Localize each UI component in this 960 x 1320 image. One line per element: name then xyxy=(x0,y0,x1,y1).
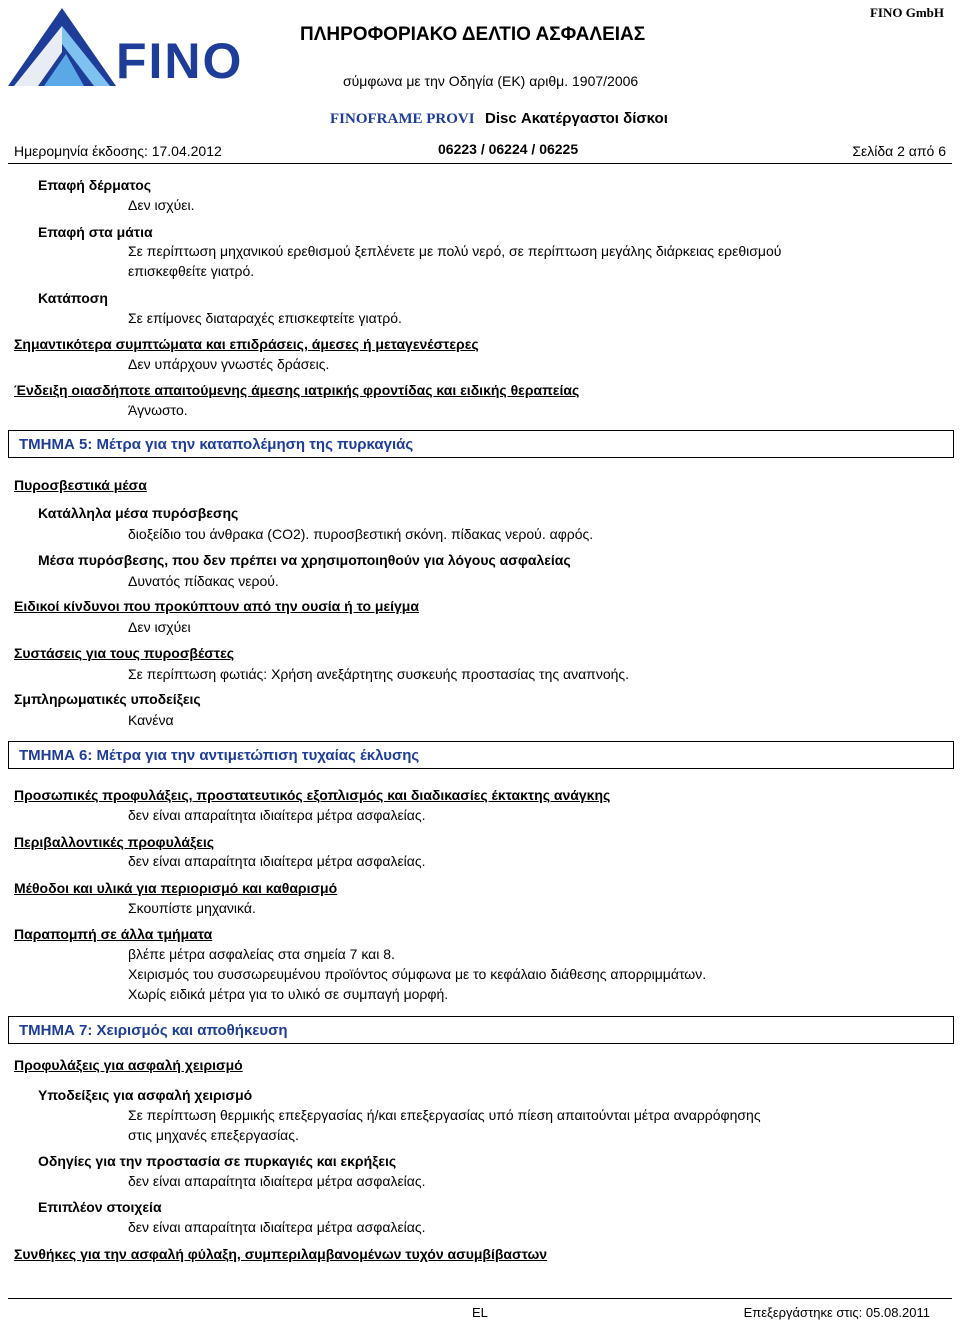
medical-attention-label: Ένδειξη οιασδήποτε απαιτούμενης άμεσης ιατρικής φροντίδας και ειδικής θεραπείας xyxy=(14,382,580,398)
logo-text: FINO xyxy=(116,33,244,89)
reference-sections-text-2: Χειρισμός του συσσωρευμένου προϊόντος σύμφωνα με το κεφάλαιο διάθεσης απορριμμάτων. xyxy=(128,966,707,982)
containment-methods-text: Σκουπίστε μηχανικά. xyxy=(128,900,256,916)
section-5-header xyxy=(8,430,954,458)
special-hazards-text: Δεν ισχύει xyxy=(128,619,191,635)
product-name: Disc Ακατέργαστοι δίσκοι xyxy=(485,110,668,127)
footer-language: EL xyxy=(472,1305,488,1320)
safe-handling-advice-label: Υποδείξεις για ασφαλή χειρισμό xyxy=(38,1087,253,1103)
containment-methods-label: Μέθοδοι και υλικά για περιορισμό και καθαρισμό xyxy=(14,880,338,896)
suitable-media-label: Κατάλληλα μέσα πυρόσβεσης xyxy=(38,505,239,521)
fino-logo xyxy=(4,4,244,106)
section-7-title: ΤΜΗΜΑ 7: Χειρισμός και αποθήκευση xyxy=(19,1022,288,1039)
reference-sections-label: Παραπομπή σε άλλα τμήματα xyxy=(14,926,213,942)
fire-protection-label: Οδηγίες για την προστασία σε πυρκαγιές και εκρήξεις xyxy=(38,1153,397,1169)
footer-divider xyxy=(8,1298,952,1299)
issue-date: Ημερομηνία έκδοσης: 17.04.2012 xyxy=(14,143,222,159)
symptoms-text: Δεν υπάρχουν γνωστές δράσεις. xyxy=(128,356,330,372)
product-line xyxy=(330,110,668,128)
firefighter-advice-label: Συστάσεις για τους πυροσβέστες xyxy=(14,645,235,661)
environmental-precautions-text: δεν είναι απαραίτητα ιδιαίτερα μέτρα ασφαλείας. xyxy=(128,853,426,869)
safe-handling-text-2: στις μηχανές επεξεργασίας. xyxy=(128,1127,299,1143)
product-codes: 06223 / 06224 / 06225 xyxy=(438,141,579,157)
page-number: Σελίδα 2 από 6 xyxy=(852,143,946,159)
further-info-label: Επιπλέον στοιχεία xyxy=(38,1199,162,1215)
section-5-title: ΤΜΗΜΑ 5: Μέτρα για την καταπολέμηση της πυρκαγιάς xyxy=(19,436,414,453)
header-divider xyxy=(8,163,952,164)
medical-attention-text: Άγνωστο. xyxy=(128,402,188,418)
safe-storage-label: Συνθήκες για την ασφαλή φύλαξη, συμπεριλαμβανομένων τυχόν ασυμβίβαστων xyxy=(14,1246,548,1262)
environmental-precautions-label: Περιβαλλοντικές προφυλάξεις xyxy=(14,834,214,850)
reference-sections-text-3: Χωρίς ειδικά μέτρα για το υλικό σε συμπαγή μορφή. xyxy=(128,986,449,1002)
document-subtitle: σύμφωνα με την Οδηγία (ΕΚ) αριθμ. 1907/2006 xyxy=(343,73,639,89)
eye-contact-label: Επαφή στα μάτια xyxy=(38,224,153,240)
section-7-header xyxy=(8,1016,954,1044)
personal-precautions-text: δεν είναι απαραίτητα ιδιαίτερα μέτρα ασφαλείας. xyxy=(128,807,426,823)
additional-info-text: Κανένα xyxy=(128,712,174,728)
fire-protection-text: δεν είναι απαραίτητα ιδιαίτερα μέτρα ασφαλείας. xyxy=(128,1173,426,1189)
eye-contact-text-2: επισκεφθείτε γιατρό. xyxy=(128,263,255,279)
eye-contact-text-1: Σε περίπτωση μηχανικού ερεθισμού ξεπλένετε με πολύ νερό, σε περίπτωση μεγάλης διάρκειας ερεθισμού xyxy=(128,243,782,259)
unsuitable-media-text: Δυνατός πίδακας νερού. xyxy=(128,573,279,589)
document-title: ΠΛΗΡΟΦΟΡΙΑΚΟ ΔΕΛΤΙΟ ΑΣΦΑΛΕΙΑΣ xyxy=(300,24,646,45)
skin-contact-label: Επαφή δέρματος xyxy=(38,177,152,193)
additional-info-label: Σμπληρωματικές υποδείξεις xyxy=(14,691,201,707)
safe-handling-text-1: Σε περίπτωση θερμικής επεξεργασίας ή/και επεξεργασίας υπό πίεση απαιτούνται μέτρα αναρρόφησης xyxy=(128,1107,761,1123)
safe-handling-precautions-label: Προφυλάξεις για ασφαλή χειρισμό xyxy=(14,1057,243,1073)
suitable-media-text: διοξείδιο του άνθρακα (CO2). πυροσβεστική σκόνη. πίδακας νερού. αφρός. xyxy=(128,526,594,542)
footer-revision-date: Επεξεργάστηκε στις: 05.08.2011 xyxy=(743,1305,930,1320)
section-6-title: ΤΜΗΜΑ 6: Μέτρα για την αντιμετώπιση τυχαίας έκλυσης xyxy=(19,747,420,764)
section-6-header xyxy=(8,741,954,769)
ingestion-text: Σε επίμονες διαταραχές επισκεφτείτε γιατρό. xyxy=(128,310,402,326)
ingestion-label: Κατάποση xyxy=(38,290,108,306)
symptoms-label: Σημαντικότερα συμπτώματα και επιδράσεις, άμεσες ή μεταγενέστερες xyxy=(14,336,479,352)
extinguishing-media-label: Πυροσβεστικά μέσα xyxy=(14,477,147,493)
personal-precautions-label: Προσωπικές προφυλάξεις, προστατευτικός εξοπλισμός και διαδικασίες έκτακτης ανάγκης xyxy=(14,787,611,803)
brand-name: FINOFRAME PROVI xyxy=(330,111,475,127)
further-info-text: δεν είναι απαραίτητα ιδιαίτερα μέτρα ασφαλείας. xyxy=(128,1219,426,1235)
skin-contact-text: Δεν ισχύει. xyxy=(128,197,195,213)
firefighter-advice-text: Σε περίπτωση φωτιάς: Χρήση ανεξάρτητης συσκευής προστασίας της αναπνοής. xyxy=(128,666,630,682)
reference-sections-text-1: βλέπε μέτρα ασφαλείας στα σημεία 7 και 8. xyxy=(128,946,395,962)
company-name: FINO GmbH xyxy=(869,5,944,20)
special-hazards-label: Ειδικοί κίνδυνοι που προκύπτουν από την ουσία ή το μείγμα xyxy=(14,598,419,614)
unsuitable-media-label: Μέσα πυρόσβεσης, που δεν πρέπει να χρησιμοποιηθούν για λόγους ασφαλείας xyxy=(38,552,571,568)
